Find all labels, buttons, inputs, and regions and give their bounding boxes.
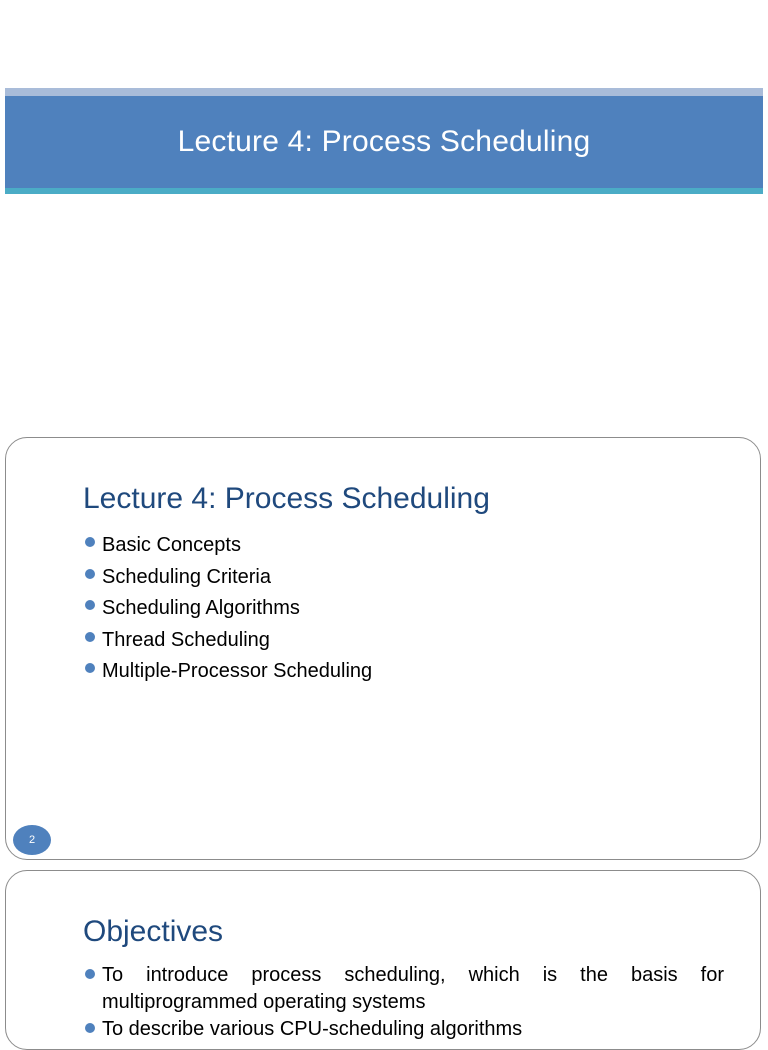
slide-2-title: Lecture 4: Process Scheduling <box>83 482 490 515</box>
bullet-text: Multiple-Processor Scheduling <box>102 660 373 682</box>
bullet-text: Scheduling Criteria <box>102 565 271 588</box>
list-item <box>84 562 372 594</box>
slide-2-bullet-list <box>84 530 372 688</box>
list-item <box>84 656 372 688</box>
list-item <box>84 593 372 625</box>
list-item <box>84 530 372 562</box>
title-slide-heading: Lecture 4: Process Scheduling <box>177 125 591 158</box>
bullet-text: To introduce process scheduling, which is the basis for multiprogrammed operating systems <box>102 964 724 1013</box>
bullet-text: To describe various CPU-scheduling algorithms <box>102 1018 523 1040</box>
title-band-underline <box>5 188 763 194</box>
slide-2 <box>5 437 761 860</box>
slide-3 <box>5 870 761 1050</box>
list-item <box>84 1016 724 1043</box>
title-band <box>5 96 763 188</box>
bullet-icon <box>85 1023 95 1033</box>
bullet-icon <box>85 632 95 642</box>
bullet-icon <box>85 569 95 579</box>
bullet-text: Basic Concepts <box>102 534 241 556</box>
bullet-text: Scheduling Algorithms <box>102 597 300 619</box>
slide-3-title: Objectives <box>83 915 224 948</box>
title-band-top-strip <box>5 88 763 96</box>
bullet-icon <box>85 663 95 673</box>
list-item <box>84 962 724 1016</box>
bullet-icon <box>85 537 95 547</box>
list-item <box>84 625 372 657</box>
bullet-icon <box>85 600 95 610</box>
bullet-icon <box>85 969 95 979</box>
bullet-text: Thread Scheduling <box>102 628 270 651</box>
slide-3-bullet-list <box>84 962 724 1043</box>
slide-number-badge: 2 <box>13 825 51 855</box>
